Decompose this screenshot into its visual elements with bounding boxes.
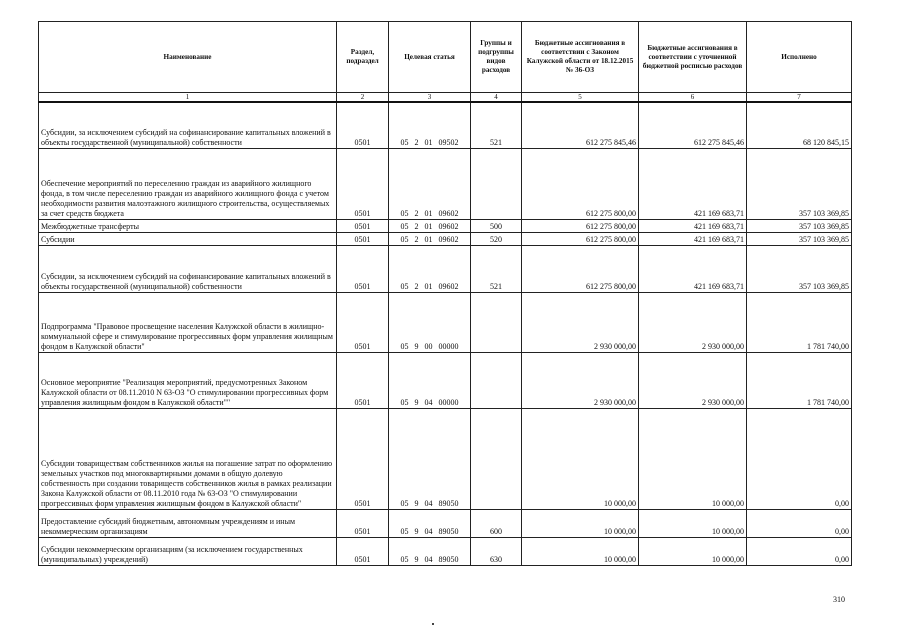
- column-number: 3: [389, 93, 471, 103]
- row-section: 0501: [337, 219, 389, 232]
- row-group: [471, 408, 522, 509]
- row-name: Субсидии, за исключением субсидий на софинансирование капитальных вложений в объекты государственной (муниципальной) собственности: [39, 102, 337, 148]
- scan-dot: [432, 623, 434, 625]
- row-refined-amount: 10 000,00: [639, 509, 747, 537]
- budget-table: [38, 21, 852, 566]
- row-name: Подпрограмма "Правовое просвещение населения Калужской области в жилищно-коммунальной сфере и стимулирование прогрессивных форм управления жилищным фондом в Калужской области": [39, 292, 337, 352]
- row-section: 0501: [337, 245, 389, 292]
- header-expense-groups: Группы и подгруппы видов расходов: [471, 22, 522, 93]
- row-executed-amount: 0,00: [747, 509, 852, 537]
- row-refined-amount: 421 169 683,71: [639, 148, 747, 219]
- row-law-amount: 2 930 000,00: [522, 292, 639, 352]
- row-name: Субсидии, за исключением субсидий на софинансирование капитальных вложений в объекты государственной (муниципальной) собственности: [39, 245, 337, 292]
- table-row: [39, 537, 852, 565]
- row-section: 0501: [337, 292, 389, 352]
- header-name: Наименование: [39, 22, 337, 93]
- row-law-amount: 612 275 800,00: [522, 148, 639, 219]
- row-group: [471, 352, 522, 408]
- row-name: Межбюджетные трансферты: [39, 219, 337, 232]
- row-name: Обеспечение мероприятий по переселению граждан из аварийного жилищного фонда, в том числе переселению граждан из аварийного жилищного фонда с учетом необходимости развития малоэтажного жилищного строительства, осуществляемых за счет средств бюджета: [39, 148, 337, 219]
- row-executed-amount: 0,00: [747, 408, 852, 509]
- row-group: 520: [471, 232, 522, 245]
- table-row: [39, 408, 852, 509]
- row-name: Основное мероприятие "Реализация мероприятий, предусмотренных Законом Калужской области от 08.11.2010 N 63-ОЗ "О стимулировании прогрессивных форм управления жилищным фондом в Калужской области"": [39, 352, 337, 408]
- table-header-row: [39, 22, 852, 93]
- row-section: 0501: [337, 509, 389, 537]
- table-row: [39, 509, 852, 537]
- row-law-amount: 612 275 800,00: [522, 232, 639, 245]
- row-section: 0501: [337, 537, 389, 565]
- row-article: 05 2 01 09602: [389, 219, 471, 232]
- header-budget-refined: Бюджетные ассигнования в соответствии с уточненной бюджетной росписью расходов: [639, 22, 747, 93]
- row-refined-amount: 421 169 683,71: [639, 245, 747, 292]
- row-executed-amount: 357 103 369,85: [747, 232, 852, 245]
- row-law-amount: 612 275 845,46: [522, 102, 639, 148]
- row-group: [471, 148, 522, 219]
- row-refined-amount: 2 930 000,00: [639, 292, 747, 352]
- table-row: [39, 219, 852, 232]
- row-law-amount: 2 930 000,00: [522, 352, 639, 408]
- row-group: 500: [471, 219, 522, 232]
- column-number: 7: [747, 93, 852, 103]
- row-name: Субсидии товариществам собственников жилья на погашение затрат по оформлению земельных участков под многоквартирными домами в общую долевую собственность при создании товариществ собственников жилья в рамках реализации Закона Калужской области от 08.11.2010 года № 63-ОЗ "О стимулировании прогрессивных форм управления жилищным фондом в Калужской области": [39, 408, 337, 509]
- header-section: Раздел, подраздел: [337, 22, 389, 93]
- row-article: 05 2 01 09602: [389, 148, 471, 219]
- row-executed-amount: 357 103 369,85: [747, 219, 852, 232]
- row-refined-amount: 2 930 000,00: [639, 352, 747, 408]
- row-article: 05 9 04 89050: [389, 408, 471, 509]
- header-budget-law: Бюджетные ассигнования в соответствии с Законом Калужской области от 18.12.2015 № 36-ОЗ: [522, 22, 639, 93]
- page-number: 310: [833, 595, 845, 604]
- table-row: [39, 352, 852, 408]
- row-article: 05 9 04 00000: [389, 352, 471, 408]
- row-refined-amount: 421 169 683,71: [639, 219, 747, 232]
- row-executed-amount: 357 103 369,85: [747, 245, 852, 292]
- column-number: 4: [471, 93, 522, 103]
- row-section: 0501: [337, 148, 389, 219]
- column-number-row: [39, 93, 852, 103]
- row-article: 05 2 01 09602: [389, 245, 471, 292]
- header-executed: Исполнено: [747, 22, 852, 93]
- column-number: 2: [337, 93, 389, 103]
- row-law-amount: 612 275 800,00: [522, 219, 639, 232]
- row-executed-amount: 357 103 369,85: [747, 148, 852, 219]
- row-executed-amount: 1 781 740,00: [747, 352, 852, 408]
- table-row: [39, 102, 852, 148]
- table-row: [39, 245, 852, 292]
- row-law-amount: 10 000,00: [522, 509, 639, 537]
- table-row: [39, 148, 852, 219]
- row-article: 05 9 00 00000: [389, 292, 471, 352]
- row-article: 05 2 01 09602: [389, 232, 471, 245]
- row-executed-amount: 68 120 845,15: [747, 102, 852, 148]
- row-group: [471, 292, 522, 352]
- row-law-amount: 10 000,00: [522, 408, 639, 509]
- row-law-amount: 612 275 800,00: [522, 245, 639, 292]
- row-name: Субсидии некоммерческим организациям (за исключением государственных (муниципальных) учреждений): [39, 537, 337, 565]
- row-executed-amount: 0,00: [747, 537, 852, 565]
- row-refined-amount: 421 169 683,71: [639, 232, 747, 245]
- table-row: [39, 232, 852, 245]
- table-row: [39, 292, 852, 352]
- column-number: 5: [522, 93, 639, 103]
- row-executed-amount: 1 781 740,00: [747, 292, 852, 352]
- row-article: 05 2 01 09502: [389, 102, 471, 148]
- row-section: 0501: [337, 102, 389, 148]
- row-name: Субсидии: [39, 232, 337, 245]
- row-name: Предоставление субсидий бюджетным, автономным учреждениям и иным некоммерческим организациям: [39, 509, 337, 537]
- row-refined-amount: 10 000,00: [639, 408, 747, 509]
- row-group: 600: [471, 509, 522, 537]
- row-refined-amount: 10 000,00: [639, 537, 747, 565]
- column-number: 1: [39, 93, 337, 103]
- row-article: 05 9 04 89050: [389, 509, 471, 537]
- row-section: 0501: [337, 352, 389, 408]
- row-group: 521: [471, 102, 522, 148]
- row-section: 0501: [337, 232, 389, 245]
- row-section: 0501: [337, 408, 389, 509]
- row-group: 630: [471, 537, 522, 565]
- header-target-article: Целевая статья: [389, 22, 471, 93]
- row-group: 521: [471, 245, 522, 292]
- row-law-amount: 10 000,00: [522, 537, 639, 565]
- row-refined-amount: 612 275 845,46: [639, 102, 747, 148]
- column-number: 6: [639, 93, 747, 103]
- row-article: 05 9 04 89050: [389, 537, 471, 565]
